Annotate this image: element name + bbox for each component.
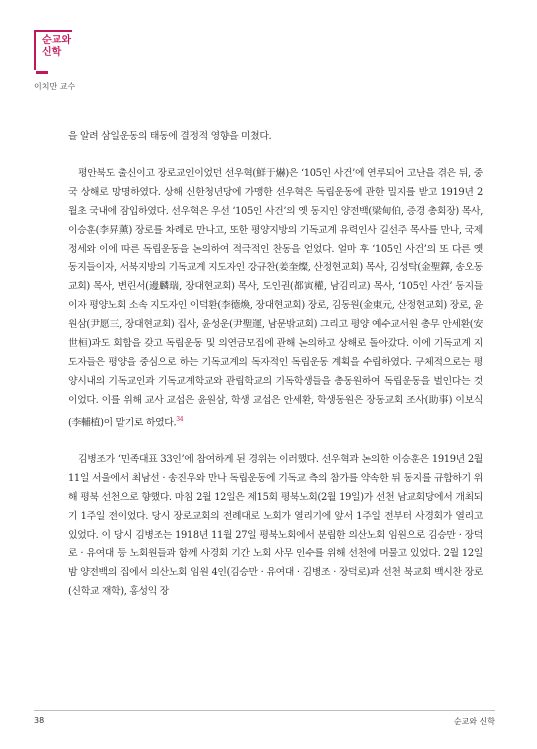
journal-badge-label: 순교와 신학 [42, 35, 71, 58]
article-body [68, 128, 483, 602]
footer-journal-title: 순교와 신학 [453, 717, 495, 726]
paragraph-2 [68, 165, 483, 433]
footnote-ref-34[interactable]: 34 [176, 415, 184, 423]
journal-badge [34, 30, 72, 70]
paragraph-3: 김병조가 ‘민족대표 33인’에 참여하게 된 경위는 이러했다. 선우혁과 논의한 이승훈은 1919년 2월 11일 서울에서 최남선 · 송진우와 만나 독립운동에 기독교 측의 참가를 약속한 뒤 동지를 규합하기 위해 평북 선천으로 향했다. 마침 2월 12일은 제15회 평북노회(2월 19일)가 선천 남교회당에서 개최되기 1주일 전이었다. 당시 장로교회의 전례대로 노회가 열리기에 앞서 1주일 전부터 사경회가 열리고 있었다. 이 당시 김병조는 1918년 11월 27일 평북노회에서 분립한 의산노회 임원으로 김승만 · 장덕로 · 유여대 등 노회원들과 함께 사경회 기간 노회 사무 인수를 위해 선천에 머물고 있었다. 2월 12일 밤 양전백의 집에서 의산노회 임원 4인(김승만 · 유여대 · 김병조 · 장덕로)과 선천 북교회 백시찬 장로(신학교 재학), 홍성익 장 [68, 453, 483, 598]
author-name: 이치만 교수 [34, 82, 76, 91]
badge-accent-bar [36, 71, 48, 74]
paragraph-1: 을 알려 삼일운동의 태동에 결정적 영향을 미쳤다. [68, 131, 272, 142]
footer-rule [34, 710, 495, 711]
page-number: 38 [34, 716, 45, 725]
paragraph-2-text: 평안북도 출신이고 장로교인이었던 선우혁(鮮于爀)은 ‘105인 사건’에 연루되어 고난을 겪은 뒤, 중국 상해로 망명하였다. 상해 신한청년당에 가맹한 선우혁은 독립운동에 관한 밀지를 받고 1919년 2월초 국내에 잠입하였다. 선우혁은 우선 ‘105인 사건’의 옛 동지인 양전백(梁甸伯, 증경 총회장) 목사, 이승훈(李昇薰) 장로를 차례로 만나고, 또한 평양지방의 기독교계 유력인사 길선주 목사를 만나, 국제정세와 이에 따른 독립운동을 논의하여 적극적인 찬동을 얻었다. 얼마 후 ‘105인 사건’의 또 다른 옛 동지들이자, 서북지방의 기독교계 지도자인 강규찬(姜奎燦, 산정현교회) 목사, 김성탁(金聖鐸, 송오동교회) 목사, 변린서(邊麟瑞, 장대현교회) 목사, 도인권(都寅權, 남김리교) 목사, ‘105인 사건’ 동지들이자 평양노회 소속 지도자인 이덕환(李德煥, 장대현교회) 장로, 김동원(金東元, 산정현교회) 장로, 윤원삼(尹愿三, 장대현교회) 집사, 윤성운(尹聖運, 남문밖교회) 그리고 평양 예수교서원 총무 안세환(安世桓)과도 회합을 갖고 독립운동 및 의연금모집에 관해 논의하고 상해로 돌아갔다. 이에 기독교계 지도자들은 평양을 중심으로 하는 기독교계의 독자적인 독립운동 계획을 수립하였다. 구체적으로는 평양시내의 기독교인과 기독교계학교와 관립학교의 기독학생들을 총동원하여 독립운동을 벌인다는 것이었다. 이를 위해 교사 교섭은 윤원삼, 학생 교섭은 안세환, 학생동원은 장동교회 조사(助事) 이보식(李輔植)이 맡기로 하였다. [68, 167, 483, 428]
